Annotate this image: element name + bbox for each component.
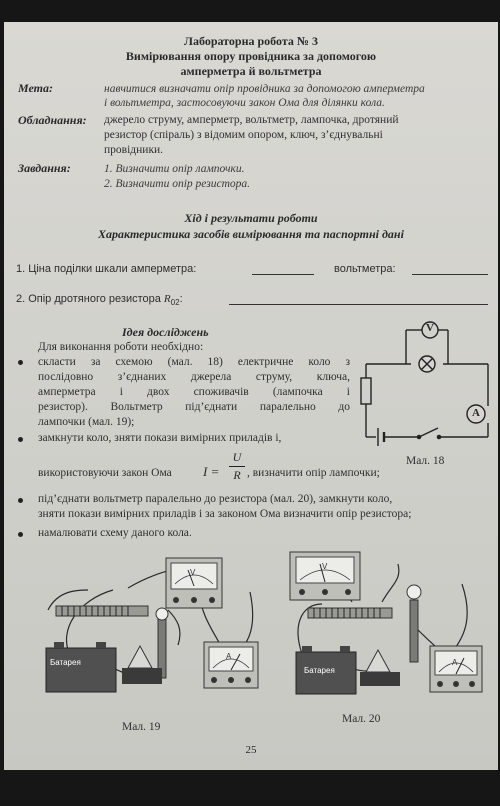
bullet-4 xyxy=(18,532,23,537)
b3-line1: під’єднати вольтметр паралельно до резистора (мал. 20), замкнути коло, xyxy=(38,493,393,505)
question-1-voltmeter: вольтметра: xyxy=(334,263,396,275)
fig20-caption: Мал. 20 xyxy=(342,713,381,725)
b1-line4: резистор). Вольтметр під’єднати паралельно до xyxy=(38,401,350,413)
textbook-page xyxy=(4,22,498,770)
schematic-voltmeter-symbol: V xyxy=(426,322,434,334)
bullet-3 xyxy=(18,498,23,503)
idea-intro: Для виконання роботи необхідно: xyxy=(38,341,204,353)
equipment-line1: джерело струму, амперметр, вольтметр, лампочка, дротяний xyxy=(104,114,399,126)
lab-title: Лабораторна робота № 3 xyxy=(184,34,318,48)
fig20-dial-a: A xyxy=(452,658,458,667)
goal-label: Мета: xyxy=(18,81,53,95)
circuit-schematic-fig18 xyxy=(356,314,498,454)
fig18-caption: Мал. 18 xyxy=(406,455,445,467)
lab-subtitle-line2: амперметра й вольтметра xyxy=(180,64,322,78)
task-1: 1. Визначити опір лампочки. xyxy=(104,163,245,175)
apparatus-illustration-fig19 xyxy=(18,550,268,700)
ohm-formula-numerator: U xyxy=(232,450,242,464)
question-2: 2. Опір дротяного резистора $R_{02}$: xyxy=(16,293,183,308)
question-1: 1. Ціна поділки шкали амперметра: xyxy=(16,263,197,275)
answer-line-ammeter[interactable] xyxy=(252,274,314,275)
lab-subtitle-line1: Вимірювання опору провідника за допомогою xyxy=(125,49,377,63)
bullet-1 xyxy=(18,360,23,365)
section-title: Хід і результати роботи xyxy=(184,211,318,225)
fig19-dial-v: V xyxy=(190,568,196,577)
b1-line5: лампочки (мал. 19); xyxy=(38,416,135,428)
equipment-line3: провідники. xyxy=(104,144,164,156)
page-number: 25 xyxy=(245,744,257,756)
answer-line-resistor[interactable] xyxy=(229,304,488,305)
ohm-formula-bar xyxy=(229,466,245,467)
idea-title: Ідея досліджень xyxy=(122,325,209,339)
goal-line2: і вольтметра, застосовуючи закон Ома для ділянки кола. xyxy=(104,97,385,109)
b1-line2: послідовно з’єднаних джерела струму, ключа, xyxy=(38,371,350,383)
section-subtitle: Характеристика засобів вимірювання та паспортні дані xyxy=(98,227,404,241)
goal-line1: навчитися визначати опір провідника за допомогою амперметра xyxy=(104,83,425,95)
task-2: 2. Визначити опір резистора. xyxy=(104,178,251,190)
b3-line2: зняти покази вимірних приладів і за законом Ома визначити опір резистора; xyxy=(38,508,412,520)
fig19-battery-label: Батарея xyxy=(50,658,81,667)
b2-line2-start: використовуючи закон Ома xyxy=(38,467,172,479)
equipment-label: Обладнання: xyxy=(18,113,87,127)
bullet-2 xyxy=(18,437,23,442)
ohm-formula-denominator: R xyxy=(233,468,241,482)
fig19-caption: Мал. 19 xyxy=(122,721,161,733)
b1-line1: скласти за схемою (мал. 18) електричне коло з xyxy=(38,356,350,368)
fig19-dial-a: A xyxy=(226,652,232,661)
b1-line3: амперметра і двох споживачів (лампочка і xyxy=(38,386,350,398)
fig20-battery-label: Батарея xyxy=(304,666,335,675)
tasks-label: Завдання: xyxy=(18,161,71,175)
ohm-formula-lhs: I = xyxy=(203,464,220,479)
fig20-dial-v: V xyxy=(322,562,328,571)
b2-line1: замкнути коло, зняти покази вимірних приладів і, xyxy=(38,432,282,444)
b2-line2-end: , визначити опір лампочки; xyxy=(247,467,380,479)
apparatus-illustration-fig20 xyxy=(282,544,486,704)
b4-line1: намалювати схему даного кола. xyxy=(38,527,192,539)
answer-line-voltmeter[interactable] xyxy=(412,274,488,275)
schematic-ammeter-symbol: A xyxy=(472,407,480,419)
equipment-line2: резистор (спіраль) з відомим опором, ключ, з’єднувальні xyxy=(104,129,383,141)
